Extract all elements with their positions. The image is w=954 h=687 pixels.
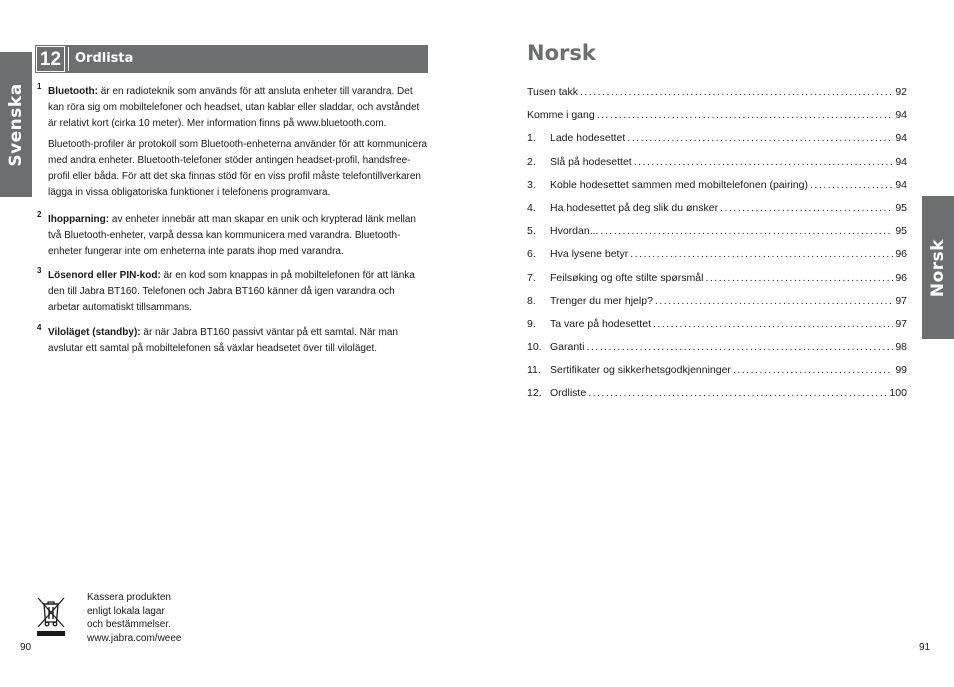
- toc-entry-number: 4.: [527, 201, 536, 214]
- toc-entry[interactable]: [527, 225, 907, 248]
- toc-entry-label: Feilsøking og ofte stilte spørsmål: [550, 271, 704, 284]
- toc-entry[interactable]: [527, 179, 907, 202]
- toc-leader-dots: [705, 272, 893, 284]
- section-number: 12: [36, 46, 65, 72]
- toc-entry[interactable]: [527, 341, 907, 364]
- toc-leader-dots: [810, 179, 893, 191]
- glossary-term: Ihopparning:: [48, 214, 110, 225]
- glossary-text: är en radioteknik som används för att ansluta enheter till varandra. Det kan röra sig om mobiltelefoner och headset, utan kablar eller sladdar, och avståndet är relativt kort (cirka 10 meter). Mer information finns på www.bluetooth.com.: [48, 86, 420, 129]
- glossary-term: Bluetooth:: [48, 86, 98, 97]
- toc-entry[interactable]: [527, 364, 907, 387]
- toc-entry-label: Ordliste: [550, 387, 587, 400]
- toc-entry-page: 95: [895, 201, 907, 214]
- glossary-entry: [37, 212, 429, 260]
- glossary-text: av enheter innebär att man skapar en unik och krypterad länk mellan två Bluetooth-enheter, varpå dessa kan kommunicera med varandra. Bluetooth-enheter fungerar inte om enheterna inte parats ihop med varandra.: [48, 214, 416, 257]
- footnote-mark: 1: [37, 82, 42, 91]
- page-number-right: 91: [919, 642, 931, 653]
- toc-entry[interactable]: [527, 109, 907, 132]
- toc-entry-page: 94: [895, 178, 907, 191]
- glossary-paragraph: [48, 325, 429, 357]
- toc-entry-number: 7.: [527, 271, 536, 284]
- toc-leader-dots: [580, 86, 893, 98]
- toc-entry-page: 97: [895, 317, 907, 330]
- toc-entry-page: 96: [895, 248, 907, 261]
- glossary-entry: [37, 325, 429, 357]
- toc-leader-dots: [586, 341, 893, 353]
- toc-entry-number: 6.: [527, 248, 536, 261]
- toc-leader-dots: [653, 318, 893, 330]
- toc-leader-dots: [634, 156, 894, 168]
- page-title: Norsk: [527, 41, 596, 65]
- glossary-term: Viloläget (standby):: [48, 327, 141, 338]
- toc-entry-label: Ta vare på hodesettet: [550, 317, 651, 330]
- crossed-out-wheelie-bin-icon: [35, 595, 67, 637]
- glossary-text: är när Jabra BT160 passivt väntar på ett samtal. När man avslutar ett samtal på mobiltelefonen så växlar headsetet över till viloläget.: [48, 327, 398, 354]
- toc-entry-label: Sertifikater og sikkerhetsgodkjenninger: [550, 364, 731, 377]
- toc-entry-page: 94: [895, 109, 907, 122]
- toc-entry-label: Komme i gang: [527, 109, 595, 122]
- toc-leader-dots: [720, 202, 893, 214]
- glossary-paragraph: [48, 137, 429, 201]
- glossary-term: Lösenord eller PIN-kod:: [48, 270, 161, 281]
- toc-entry-page: 100: [889, 387, 907, 400]
- toc-entry-page: 92: [895, 86, 907, 98]
- toc-entry-number: 5.: [527, 225, 536, 238]
- toc-entry-page: 94: [895, 132, 907, 145]
- toc-entry-number: 8.: [527, 294, 536, 307]
- toc-leader-dots: [600, 225, 893, 237]
- language-tab-norsk: [922, 196, 954, 339]
- footnote-mark: 2: [37, 210, 42, 219]
- glossary-paragraph: [48, 212, 429, 260]
- toc-entry-label: Ha hodesettet på deg slik du ønsker: [550, 201, 719, 214]
- toc-entry[interactable]: [527, 387, 907, 410]
- glossary-paragraph: [48, 84, 429, 132]
- toc-entry[interactable]: [527, 318, 907, 341]
- toc-entry-number: 12.: [527, 387, 542, 400]
- toc-leader-dots: [733, 364, 893, 376]
- toc-entry-label: Slå på hodesettet: [550, 155, 632, 168]
- toc-entry-label: Lade hodesettet: [550, 132, 626, 145]
- toc-entry-number: 3.: [527, 178, 536, 191]
- glossary-entry: [37, 268, 429, 316]
- section-title: Ordlista: [75, 51, 134, 66]
- toc-leader-dots: [588, 387, 887, 399]
- toc-entry-number: 10.: [527, 341, 542, 354]
- toc-entry[interactable]: [527, 156, 907, 179]
- glossary-text: är en kod som knappas in på mobiltelefonen för att länka den till Jabra BT160. Telefonen och Jabra BT160 känner då igen varandra och arbetar automatiskt tillsammans.: [48, 270, 415, 313]
- toc-entry-number: 2.: [527, 155, 536, 168]
- language-tab-label: Svenska: [6, 82, 26, 167]
- glossary-paragraph: [48, 268, 429, 316]
- toc-leader-dots: [655, 295, 893, 307]
- toc-entry-page: 98: [895, 341, 907, 354]
- toc-entry[interactable]: [527, 272, 907, 295]
- toc-entry-label: Trenger du mer hjelp?: [550, 294, 653, 307]
- toc-entry-page: 97: [895, 294, 907, 307]
- toc-entry-label: Tusen takk: [527, 86, 578, 98]
- toc-leader-dots: [597, 109, 894, 121]
- toc-entry[interactable]: [527, 202, 907, 225]
- footnote-mark: 4: [37, 323, 42, 332]
- toc-leader-dots: [630, 248, 893, 260]
- table-of-contents: [527, 86, 907, 411]
- toc-entry-page: 94: [895, 155, 907, 168]
- toc-entry-number: 1.: [527, 132, 536, 145]
- page-number-left: 90: [20, 642, 32, 653]
- toc-entry-label: Hva lysene betyr: [550, 248, 629, 261]
- toc-entry-page: 95: [895, 225, 907, 238]
- toc-entry-label: Koble hodesettet sammen med mobiltelefonen (pairing): [550, 178, 808, 191]
- toc-entry-number: 11.: [527, 364, 541, 377]
- toc-leader-dots: [627, 132, 893, 144]
- section-header: [35, 45, 428, 73]
- toc-entry-page: 99: [895, 364, 907, 377]
- toc-entry-page: 96: [895, 271, 907, 284]
- toc-entry-number: 9.: [527, 317, 536, 330]
- glossary-entry: [37, 84, 429, 201]
- toc-entry[interactable]: [527, 248, 907, 271]
- language-tab-label: Norsk: [928, 238, 948, 297]
- toc-entry[interactable]: [527, 132, 907, 155]
- language-tab-svenska: [0, 52, 32, 197]
- footnote-mark: 3: [37, 266, 42, 275]
- toc-entry[interactable]: [527, 86, 907, 109]
- section-header-divider: [68, 47, 69, 71]
- glossary-text: Bluetooth-profiler är protokoll som Bluetooth-enheterna använder för att kommunicera med andra enheter. Bluetooth-telefoner stöder antingen headset-profil, handsfree-profil eller båda. För att det ska finnas stöd för en viss profil måste telefontillverkaren lägga in vissa obligatoriska funktioner i telefonens programvara.: [48, 139, 428, 198]
- toc-entry-label: Hvordan...: [550, 225, 599, 238]
- weee-disposal-note: Kassera produkten enligt lokala lagar och bestämmelser. www.jabra.com/weee: [87, 592, 182, 644]
- toc-entry[interactable]: [527, 295, 907, 318]
- toc-entry-label: Garanti: [550, 341, 585, 354]
